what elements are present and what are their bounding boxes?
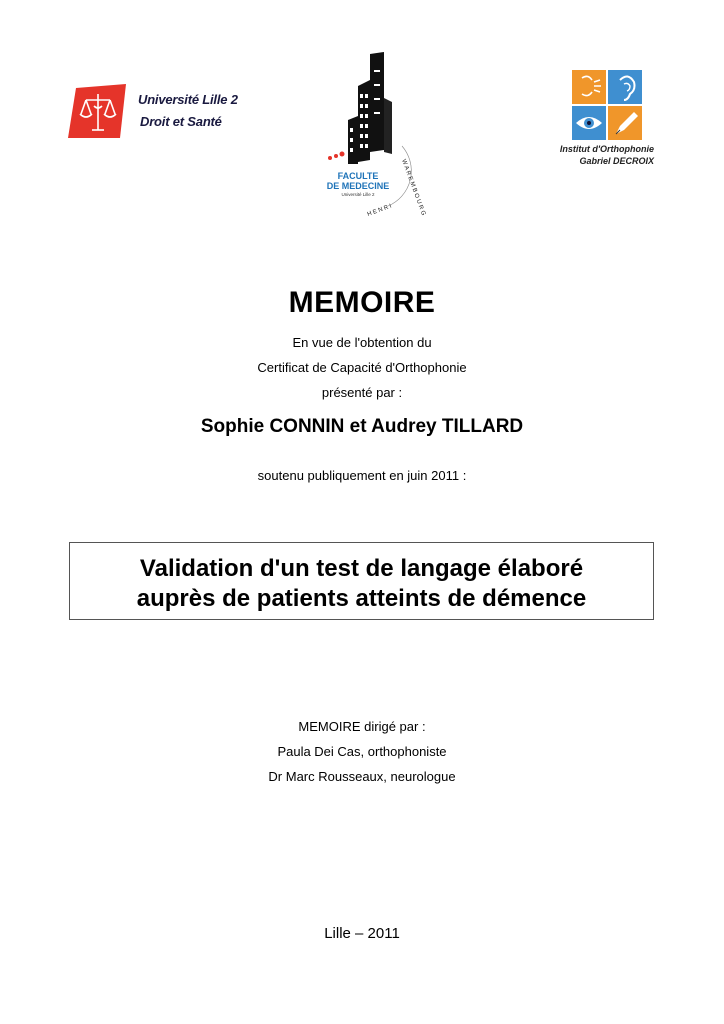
university-subtitle: Droit et Santé <box>140 114 222 129</box>
institute-name: Institut d'Orthophonie <box>559 144 654 154</box>
document-type: MEMOIRE <box>288 286 436 319</box>
purpose-line: En vue de l'obtention du <box>292 335 432 350</box>
institute-person: Gabriel DECROIX <box>579 156 654 166</box>
thesis-title-line-1: Validation d'un test de langage élaboré <box>139 555 584 582</box>
supervised-by-label: MEMOIRE dirigé par : <box>298 719 426 734</box>
institute-logo <box>520 68 656 172</box>
faculty-university: Université Lille 2 <box>341 192 375 197</box>
place-date: Lille – 2011 <box>324 925 400 942</box>
thesis-title-line-2: auprès de patients atteints de démence <box>136 585 587 612</box>
authors: Sophie CONNIN et Audrey TILLARD <box>200 416 524 437</box>
orthophonie-icons <box>520 68 656 144</box>
supervisor: Paula Dei Cas, orthophoniste <box>277 744 447 759</box>
faculty-name-line-2: DE MEDECINE <box>326 181 390 191</box>
svg-text:W A R E M B O U R G: W A R E M B O U R G <box>400 158 427 217</box>
thesis-title-box <box>69 542 654 620</box>
faculty-logo <box>318 50 428 220</box>
presented-by: présenté par : <box>321 385 403 400</box>
university-logo <box>66 84 236 144</box>
degree-line: Certificat de Capacité d'Orthophonie <box>257 360 467 375</box>
scales-of-justice-icon <box>66 84 130 142</box>
university-name: Université Lille 2 <box>138 92 238 107</box>
svg-text:H E N R I: H E N R I <box>366 203 393 218</box>
defense-line: soutenu publiquement en juin 2011 : <box>257 468 467 483</box>
supervisor: Dr Marc Rousseaux, neurologue <box>268 769 456 784</box>
faculty-name-line-1: FACULTE <box>337 171 379 181</box>
